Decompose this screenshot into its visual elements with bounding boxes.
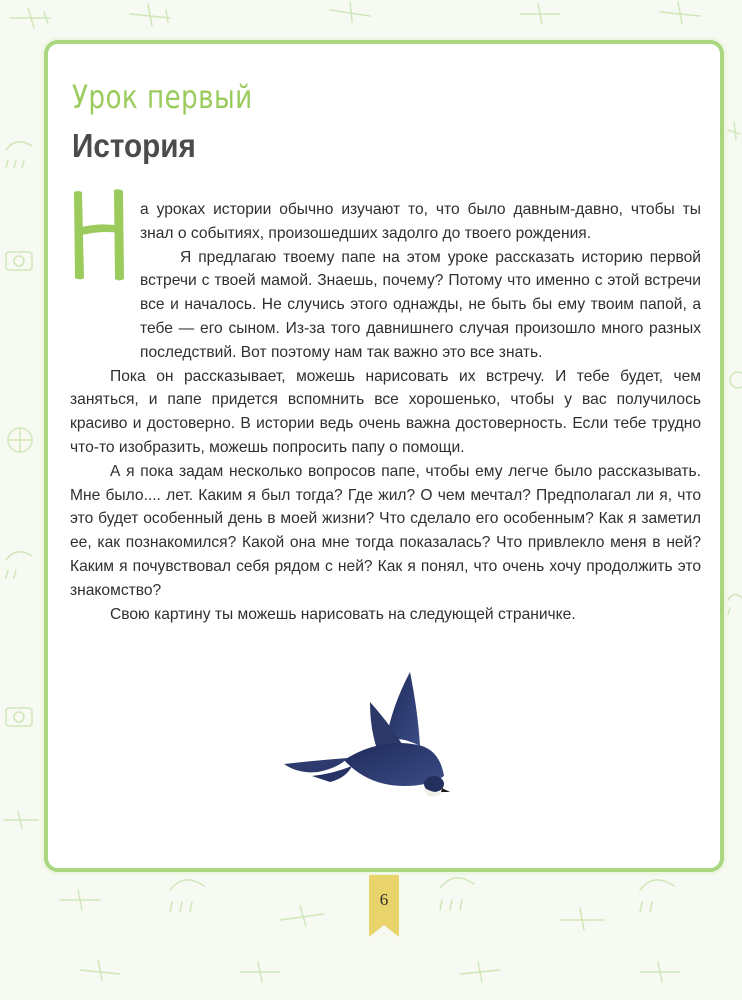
paragraph-4: А я пока задам несколько вопросов папе, чтобы ему легче было рассказывать. Мне было.... лет. Каким я был тогда? Где жил? О чем мечтал? Предполагал ли я, что это будет особенный день в моей жизни? Что сделало его особенным? Как я заметил ее, как познакомился? Какой она мне тогда показалась? Что привлекло меня в ней? Каким я почувствовал себя рядом с ней? Как я понял, что очень хочу продолжить это знакомство? — [70, 462, 701, 599]
airplane-icon — [330, 2, 370, 22]
airplane-icon — [4, 812, 38, 828]
airplane-icon — [560, 908, 604, 930]
airplane-icon — [728, 122, 740, 140]
lesson-kicker: Урок первый — [72, 78, 253, 116]
paragraph-intro: а уроках истории обычно изучают то, что было давным-давно, чтобы ты знал о событиях, произошедших задолго до твоего рождения. — [140, 201, 701, 242]
rain-cloud-icon — [6, 142, 32, 168]
rain-cloud-icon — [170, 880, 204, 912]
airplane-icon — [660, 2, 700, 24]
rain-cloud-icon — [640, 880, 674, 912]
airplane-icon — [640, 962, 680, 982]
lesson-body-text — [70, 198, 701, 626]
paragraph-5: Свою картину ты можешь нарисовать на следующей страничке. — [110, 605, 576, 623]
airplane-icon — [130, 4, 170, 26]
page-title: История — [72, 127, 196, 164]
ball-icon — [8, 428, 32, 452]
page-number: 6 — [379, 890, 389, 909]
camera-icon — [6, 708, 32, 726]
ball-icon — [730, 372, 742, 388]
airplane-icon — [520, 4, 560, 24]
rain-cloud-icon — [728, 594, 742, 614]
airplane-icon — [60, 890, 100, 910]
airplane-icon — [460, 962, 500, 982]
airplane-icon — [10, 8, 50, 28]
camera-icon — [6, 252, 32, 270]
paragraph-3: Пока он рассказывает, можешь нарисовать их встречу. И тебе будет, чем заняться, и папе придется вспомнить все хорошенько, чтобы у вас получилось красиво и достоверно. В истории ведь очень важна достоверность. Если тебе трудно что-то изобразить, можешь попросить папу о помощи. — [70, 367, 701, 456]
rain-cloud-icon — [6, 552, 32, 578]
paragraph-2: Я предлагаю твоему папе на этом уроке рассказать историю первой встречи с твоей мамой. Знаешь, почему? Потому что именно с этой встречи все и началось. Не случись этого однажды, не быть бы ему твоим папой, а тебе — его сыном. Из-за того давнишнего случая произошло много разных последствий. Вот поэтому нам так важно это все знать. — [140, 248, 701, 361]
airplane-icon — [80, 960, 120, 980]
swallow-illustration — [282, 668, 452, 800]
airplane-icon — [280, 906, 324, 926]
airplane-icon — [240, 962, 280, 982]
rain-cloud-icon — [440, 878, 474, 910]
